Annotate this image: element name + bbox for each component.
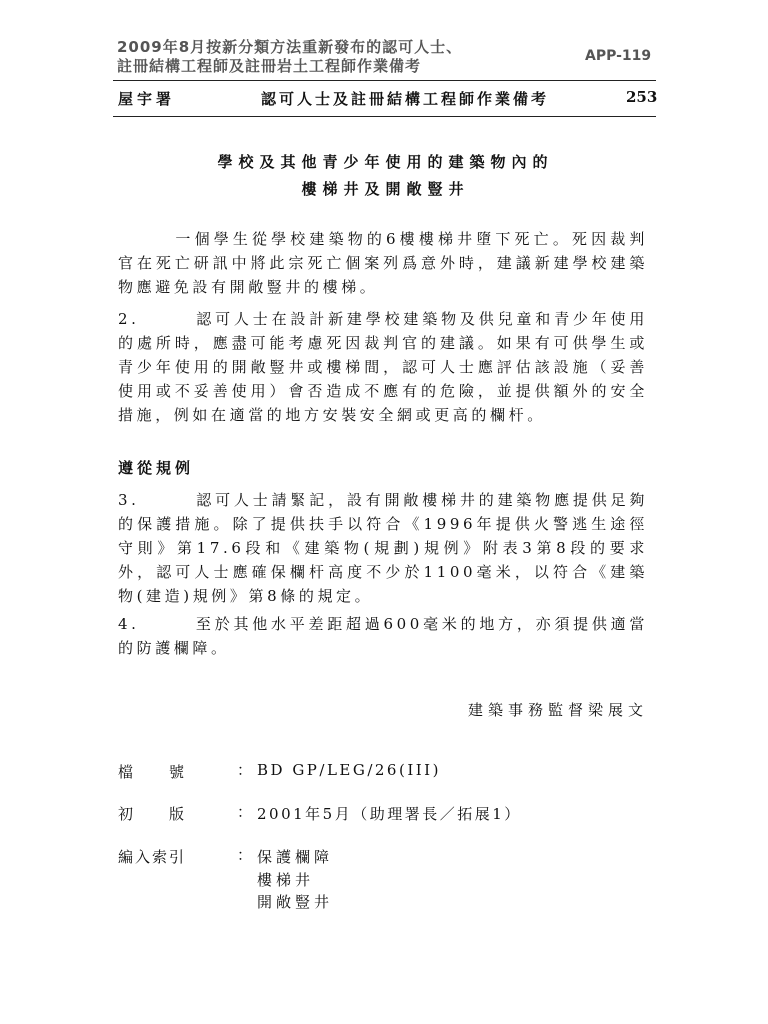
first-issue-colon: ： [237,803,253,821]
index-label: 編入索引 [118,848,187,866]
file-ref-value: BD GP/LEG/26(III) [257,761,441,779]
document-title-line-1: 學校及其他青少年使用的建築物內的 [217,153,554,171]
paragraph-3: 3. 認可人士請緊記，設有開敞樓梯井的建築物應提供足夠的保護措施。除了提供扶手以符合《1996年提供火警逃生途徑守則》第17.6段和《建築物(規劃)規例》附表3第8段的要求外，認可人士應確保欄杆高度不少於1100毫米，以符合《建築物(建造)規例》第8條的規定。 [118,491,648,605]
first-issue-value: 2001年5月（助理署長／拓展1） [257,805,522,823]
first-issue-label: 初 版 [118,805,187,823]
index-colon: ： [237,846,253,864]
document-title-line-2: 樓梯井及開敞豎井 [301,180,470,198]
running-title: 認可人士及註冊結構工程師作業備考 [261,90,550,108]
header-bottom-rule [113,116,656,117]
section-heading: 遵從規例 [118,459,195,477]
app-code: APP-119 [585,48,652,64]
index-items [257,846,333,914]
paragraph-4: 4. 至於其他水平差距超過600毫米的地方，亦須提供適當的防護欄障。 [118,615,648,657]
header-note [117,38,517,76]
header-top-rule [113,80,656,81]
paragraph-1: 一個學生從學校建築物的6樓樓梯井墮下死亡。死因裁判官在死亡研訊中將此宗死亡個案列爲意外時，建議新建學校建築物應避免設有開敞豎井的樓梯。 [118,230,648,296]
page-number: 253 [626,88,658,106]
file-ref-colon: ： [237,761,253,779]
index-item: 開敞豎井 [257,893,334,911]
index-item: 樓梯井 [257,870,315,889]
department-name: 屋宇署 [118,90,176,108]
signature: 建築事務監督梁展文 [467,701,648,719]
header-note-line-2: 註冊結構工程師及註冊岩土工程師作業備考 [117,57,422,75]
index-item: 保護欄障 [257,848,334,866]
header-note-line-1: 2009年8月按新分類方法重新發布的認可人士、 [117,38,463,56]
paragraph-2: 2. 認可人士在設計新建學校建築物及供兒童和青少年使用的處所時，應盡可能考慮死因裁判官的建議。如果有可供學生或青少年使用的開敞豎井或樓梯間，認可人士應評估該設施（妥善使用或不妥善使用）會否造成不應有的危險，並提供額外的安全措施，例如在適當的地方安裝安全網或更高的欄杆。 [118,310,648,424]
file-ref-label: 檔 號 [118,763,187,781]
